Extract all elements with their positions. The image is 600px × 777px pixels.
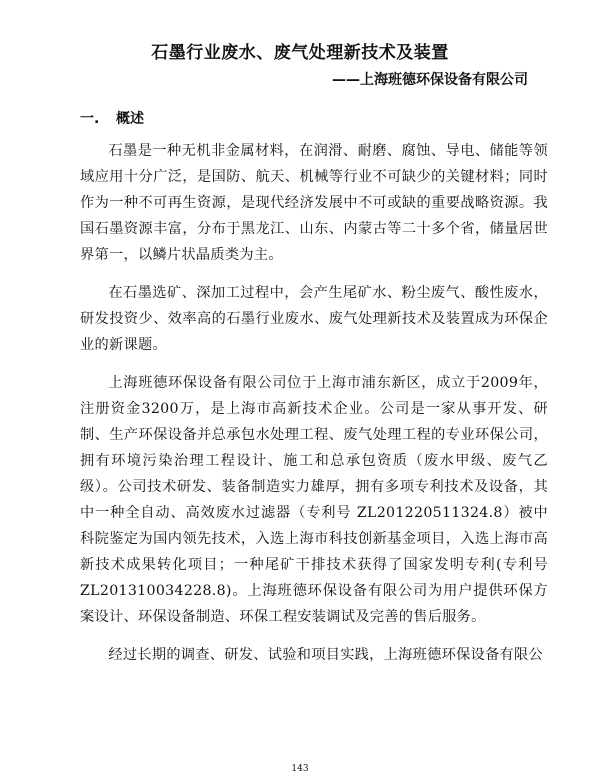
- paragraph-conclusion: 经过长期的调查、研发、试验和项目实践，上海班德环保设备有限公: [108, 647, 544, 663]
- paragraph-problem: 在石墨选矿、深加工过程中，会产生尾矿水、粉尘废气、酸性废水，研发投资少、效率高的石墨行业废水、废气处理新技术及装置成为环保企业的新课题。: [80, 285, 548, 353]
- document-title: 石墨行业废水、废气处理新技术及装置: [151, 43, 449, 63]
- paragraph-company: 上海班德环保设备有限公司位于上海市浦东新区，成立于2009年，注册资金3200万，是上海市高新技术企业。公司是一家从事开发、研制、生产环保设备并总承包水处理工程、废气处理工程的专业环保公司，拥有环境污染治理工程设计、施工和总承包资质（废水甲级、废气乙级）。公司技术研发、装备制造实力雄厚，拥有多项专利技术及设备，其中一种全自动、高效废水过滤器（专利号 ZL201220511324.8）被中科院鉴定为国内领先技术，入选上海市科技创新基金项目，入选上海市高新技术成果转化项目；一种尾矿干排技术获得了国家发明专利(专利号 ZL201310034228.8)。上海班德环保设备有限公司为用户提供环保方案设计、环保设备制造、环保工程安装调试及完善的售后服务。: [80, 375, 548, 625]
- paragraph-intro: 石墨是一种无机非金属材料，在润滑、耐磨、腐蚀、导电、储能等领域应用十分广泛，是国防、航天、机械等行业不可缺少的关键材料；同时作为一种不可再生资源，是现代经济发展中不可或缺的重要战略资源。我国石墨资源丰富，分布于黑龙江、山东、内蒙古等二十多个省，储量居世界第一，以鳞片状晶质类为主。: [80, 143, 548, 263]
- section-number: 一.: [80, 111, 100, 127]
- section-heading: [80, 108, 144, 128]
- page-number: 143: [291, 764, 309, 774]
- section-heading-text: 概述: [116, 111, 144, 127]
- document-subtitle: ——上海班德环保设备有限公司: [332, 72, 528, 88]
- document-body: [80, 138, 548, 680]
